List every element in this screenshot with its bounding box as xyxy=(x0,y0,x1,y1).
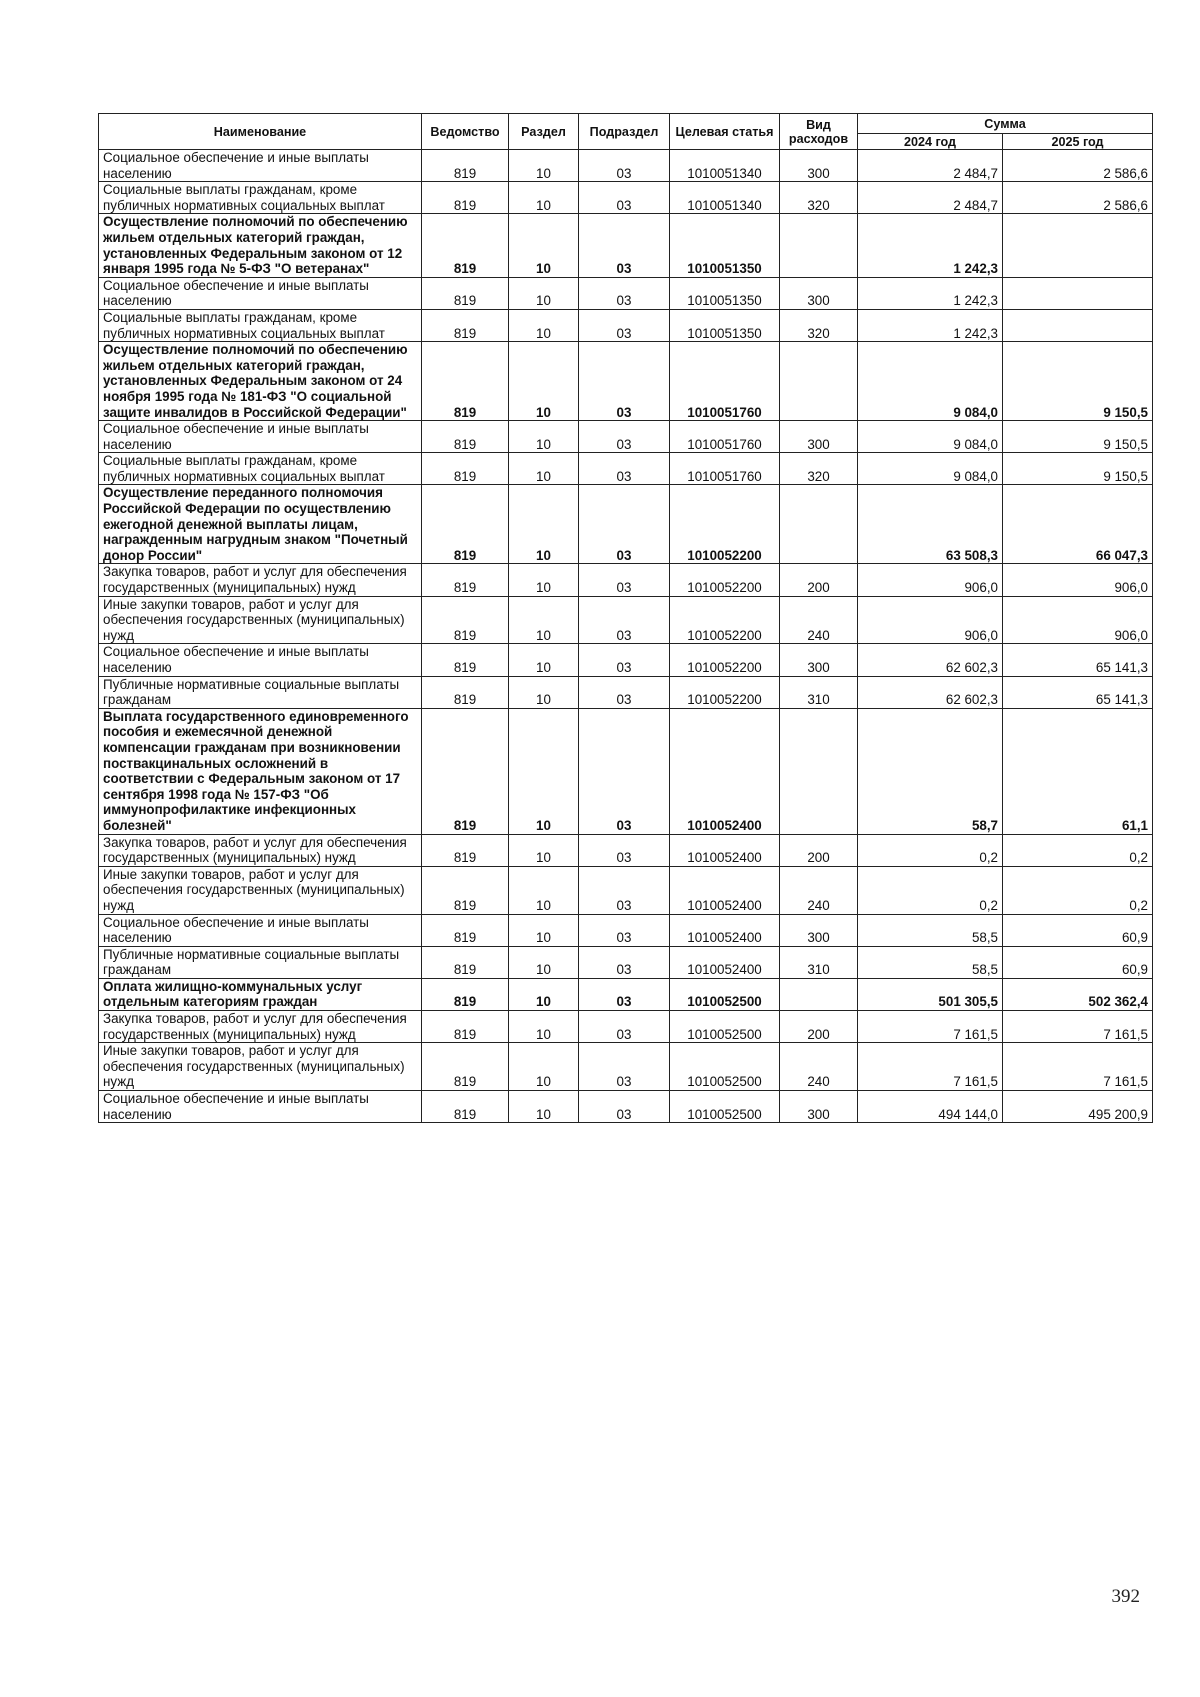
cell-sum-2025: 2 586,6 xyxy=(1003,182,1153,214)
cell-sum-2024: 1 242,3 xyxy=(858,309,1003,341)
cell-vid-rashodov: 320 xyxy=(780,453,858,485)
cell-podrazdel: 03 xyxy=(579,150,670,182)
cell-vedomstvo: 819 xyxy=(422,946,509,978)
cell-name: Осуществление переданного полномочия Российской Федерации по осуществлению ежегодной денежной выплаты лицам, награжденным нагрудным знаком "Почетный донор России" xyxy=(99,485,422,564)
cell-celevaya-statya: 1010052200 xyxy=(670,644,780,676)
cell-podrazdel: 03 xyxy=(579,644,670,676)
cell-vedomstvo: 819 xyxy=(422,834,509,866)
table-row xyxy=(99,946,1153,978)
cell-vedomstvo: 819 xyxy=(422,708,509,834)
table-row xyxy=(99,596,1153,644)
cell-razdel: 10 xyxy=(509,1043,579,1091)
table-row xyxy=(99,676,1153,708)
cell-sum-2024: 9 084,0 xyxy=(858,421,1003,453)
cell-vedomstvo: 819 xyxy=(422,914,509,946)
cell-sum-2024: 1 242,3 xyxy=(858,214,1003,277)
cell-razdel: 10 xyxy=(509,453,579,485)
table-row xyxy=(99,309,1153,341)
cell-name: Публичные нормативные социальные выплаты гражданам xyxy=(99,946,422,978)
cell-vedomstvo: 819 xyxy=(422,421,509,453)
cell-name: Иные закупки товаров, работ и услуг для обеспечения государственных (муниципальных) нужд xyxy=(99,1043,422,1091)
header-year-2024: 2024 год xyxy=(858,134,1003,150)
cell-name: Закупка товаров, работ и услуг для обеспечения государственных (муниципальных) нужд xyxy=(99,564,422,596)
cell-vid-rashodov: 300 xyxy=(780,914,858,946)
cell-sum-2025 xyxy=(1003,277,1153,309)
cell-celevaya-statya: 1010052400 xyxy=(670,834,780,866)
cell-name: Социальное обеспечение и иные выплаты населению xyxy=(99,914,422,946)
cell-sum-2025: 2 586,6 xyxy=(1003,150,1153,182)
cell-podrazdel: 03 xyxy=(579,596,670,644)
cell-sum-2025: 9 150,5 xyxy=(1003,421,1153,453)
cell-sum-2024: 906,0 xyxy=(858,596,1003,644)
cell-razdel: 10 xyxy=(509,485,579,564)
cell-celevaya-statya: 1010052200 xyxy=(670,485,780,564)
cell-vid-rashodov: 300 xyxy=(780,1091,858,1123)
cell-razdel: 10 xyxy=(509,978,579,1010)
cell-podrazdel: 03 xyxy=(579,946,670,978)
table-row xyxy=(99,914,1153,946)
cell-razdel: 10 xyxy=(509,676,579,708)
cell-sum-2025: 0,2 xyxy=(1003,834,1153,866)
cell-sum-2025: 495 200,9 xyxy=(1003,1091,1153,1123)
cell-razdel: 10 xyxy=(509,342,579,421)
cell-sum-2024: 0,2 xyxy=(858,834,1003,866)
cell-sum-2024: 0,2 xyxy=(858,866,1003,914)
header-celevaya-statya: Целевая статья xyxy=(670,114,780,150)
cell-vedomstvo: 819 xyxy=(422,1043,509,1091)
cell-vedomstvo: 819 xyxy=(422,1091,509,1123)
cell-vid-rashodov: 320 xyxy=(780,309,858,341)
cell-razdel: 10 xyxy=(509,309,579,341)
cell-sum-2024: 9 084,0 xyxy=(858,342,1003,421)
cell-razdel: 10 xyxy=(509,914,579,946)
table-body xyxy=(99,150,1153,1123)
cell-sum-2024: 7 161,5 xyxy=(858,1043,1003,1091)
cell-vedomstvo: 819 xyxy=(422,644,509,676)
cell-sum-2025: 7 161,5 xyxy=(1003,1043,1153,1091)
cell-razdel: 10 xyxy=(509,708,579,834)
cell-vedomstvo: 819 xyxy=(422,309,509,341)
header-name: Наименование xyxy=(99,114,422,150)
cell-razdel: 10 xyxy=(509,277,579,309)
cell-podrazdel: 03 xyxy=(579,277,670,309)
cell-vedomstvo: 819 xyxy=(422,978,509,1010)
cell-sum-2024: 1 242,3 xyxy=(858,277,1003,309)
header-vid-rashodov: Вид расходов xyxy=(780,114,858,150)
cell-sum-2024: 906,0 xyxy=(858,564,1003,596)
cell-vid-rashodov xyxy=(780,708,858,834)
cell-vid-rashodov: 240 xyxy=(780,1043,858,1091)
cell-podrazdel: 03 xyxy=(579,564,670,596)
cell-podrazdel: 03 xyxy=(579,866,670,914)
cell-vid-rashodov: 300 xyxy=(780,644,858,676)
cell-vid-rashodov xyxy=(780,342,858,421)
table-row xyxy=(99,1043,1153,1091)
cell-vid-rashodov: 200 xyxy=(780,1011,858,1043)
cell-vedomstvo: 819 xyxy=(422,214,509,277)
cell-sum-2024: 7 161,5 xyxy=(858,1011,1003,1043)
cell-celevaya-statya: 1010052400 xyxy=(670,946,780,978)
cell-sum-2025: 9 150,5 xyxy=(1003,453,1153,485)
cell-vedomstvo: 819 xyxy=(422,564,509,596)
cell-celevaya-statya: 1010052200 xyxy=(670,564,780,596)
cell-razdel: 10 xyxy=(509,564,579,596)
cell-name: Выплата государственного единовременного пособия и ежемесячной денежной компенсации гражданам при возникновении поствакцинальных осложнений в соответствии с Федеральным законом от 17 сентября 1998 года № 157-ФЗ "Об иммунопрофилактике инфекционных болезней" xyxy=(99,708,422,834)
cell-podrazdel: 03 xyxy=(579,708,670,834)
cell-razdel: 10 xyxy=(509,182,579,214)
budget-sheet xyxy=(98,113,1152,1123)
cell-name: Социальное обеспечение и иные выплаты населению xyxy=(99,150,422,182)
budget-table xyxy=(98,113,1153,1123)
cell-name: Социальные выплаты гражданам, кроме публичных нормативных социальных выплат xyxy=(99,182,422,214)
cell-sum-2025: 906,0 xyxy=(1003,596,1153,644)
cell-sum-2024: 58,5 xyxy=(858,914,1003,946)
cell-vid-rashodov: 240 xyxy=(780,866,858,914)
cell-name: Публичные нормативные социальные выплаты гражданам xyxy=(99,676,422,708)
cell-sum-2024: 9 084,0 xyxy=(858,453,1003,485)
cell-name: Социальные выплаты гражданам, кроме публичных нормативных социальных выплат xyxy=(99,309,422,341)
cell-podrazdel: 03 xyxy=(579,342,670,421)
table-row xyxy=(99,866,1153,914)
table-row xyxy=(99,182,1153,214)
cell-sum-2024: 2 484,7 xyxy=(858,150,1003,182)
cell-celevaya-statya: 1010051350 xyxy=(670,214,780,277)
header-podrazdel: Подраздел xyxy=(579,114,670,150)
cell-vedomstvo: 819 xyxy=(422,866,509,914)
cell-celevaya-statya: 1010052500 xyxy=(670,1011,780,1043)
cell-vid-rashodov: 310 xyxy=(780,946,858,978)
cell-celevaya-statya: 1010052400 xyxy=(670,866,780,914)
header-summa: Сумма xyxy=(858,114,1153,134)
header-razdel: Раздел xyxy=(509,114,579,150)
cell-sum-2024: 501 305,5 xyxy=(858,978,1003,1010)
cell-razdel: 10 xyxy=(509,150,579,182)
cell-podrazdel: 03 xyxy=(579,914,670,946)
cell-sum-2024: 62 602,3 xyxy=(858,644,1003,676)
cell-podrazdel: 03 xyxy=(579,676,670,708)
cell-razdel: 10 xyxy=(509,834,579,866)
cell-vedomstvo: 819 xyxy=(422,150,509,182)
table-row xyxy=(99,453,1153,485)
cell-celevaya-statya: 1010051340 xyxy=(670,150,780,182)
cell-celevaya-statya: 1010052500 xyxy=(670,978,780,1010)
cell-celevaya-statya: 1010051760 xyxy=(670,453,780,485)
cell-vedomstvo: 819 xyxy=(422,277,509,309)
cell-vid-rashodov xyxy=(780,978,858,1010)
cell-name: Осуществление полномочий по обеспечению жильем отдельных категорий граждан, установленных Федеральным законом от 12 января 1995 года № 5-ФЗ "О ветеранах" xyxy=(99,214,422,277)
table-row xyxy=(99,214,1153,277)
cell-vedomstvo: 819 xyxy=(422,342,509,421)
cell-podrazdel: 03 xyxy=(579,1043,670,1091)
cell-celevaya-statya: 1010052500 xyxy=(670,1091,780,1123)
cell-celevaya-statya: 1010052400 xyxy=(670,914,780,946)
cell-podrazdel: 03 xyxy=(579,214,670,277)
table-row xyxy=(99,564,1153,596)
cell-name: Закупка товаров, работ и услуг для обеспечения государственных (муниципальных) нужд xyxy=(99,1011,422,1043)
cell-vedomstvo: 819 xyxy=(422,676,509,708)
cell-vedomstvo: 819 xyxy=(422,182,509,214)
cell-name: Социальное обеспечение и иные выплаты населению xyxy=(99,421,422,453)
cell-sum-2024: 2 484,7 xyxy=(858,182,1003,214)
cell-vid-rashodov xyxy=(780,214,858,277)
cell-vedomstvo: 819 xyxy=(422,453,509,485)
cell-name: Иные закупки товаров, работ и услуг для обеспечения государственных (муниципальных) нужд xyxy=(99,866,422,914)
cell-razdel: 10 xyxy=(509,866,579,914)
cell-celevaya-statya: 1010051760 xyxy=(670,342,780,421)
cell-podrazdel: 03 xyxy=(579,421,670,453)
cell-razdel: 10 xyxy=(509,946,579,978)
cell-celevaya-statya: 1010052500 xyxy=(670,1043,780,1091)
cell-podrazdel: 03 xyxy=(579,978,670,1010)
cell-vid-rashodov: 300 xyxy=(780,150,858,182)
cell-vid-rashodov: 310 xyxy=(780,676,858,708)
cell-name: Социальные выплаты гражданам, кроме публичных нормативных социальных выплат xyxy=(99,453,422,485)
cell-podrazdel: 03 xyxy=(579,1011,670,1043)
cell-celevaya-statya: 1010052200 xyxy=(670,676,780,708)
cell-podrazdel: 03 xyxy=(579,309,670,341)
cell-podrazdel: 03 xyxy=(579,834,670,866)
cell-sum-2025: 0,2 xyxy=(1003,866,1153,914)
table-row xyxy=(99,1011,1153,1043)
table-row xyxy=(99,1091,1153,1123)
cell-sum-2025: 60,9 xyxy=(1003,946,1153,978)
cell-podrazdel: 03 xyxy=(579,182,670,214)
cell-razdel: 10 xyxy=(509,644,579,676)
cell-sum-2024: 58,7 xyxy=(858,708,1003,834)
cell-sum-2025: 61,1 xyxy=(1003,708,1153,834)
table-row xyxy=(99,644,1153,676)
cell-sum-2025: 9 150,5 xyxy=(1003,342,1153,421)
table-row xyxy=(99,485,1153,564)
cell-name: Оплата жилищно-коммунальных услуг отдельным категориям граждан xyxy=(99,978,422,1010)
cell-name: Социальное обеспечение и иные выплаты населению xyxy=(99,277,422,309)
cell-razdel: 10 xyxy=(509,596,579,644)
cell-sum-2024: 494 144,0 xyxy=(858,1091,1003,1123)
cell-sum-2025: 66 047,3 xyxy=(1003,485,1153,564)
table-row xyxy=(99,834,1153,866)
cell-celevaya-statya: 1010051340 xyxy=(670,182,780,214)
cell-name: Социальное обеспечение и иные выплаты населению xyxy=(99,1091,422,1123)
cell-podrazdel: 03 xyxy=(579,453,670,485)
cell-sum-2025: 65 141,3 xyxy=(1003,644,1153,676)
cell-celevaya-statya: 1010051760 xyxy=(670,421,780,453)
cell-razdel: 10 xyxy=(509,214,579,277)
cell-sum-2025: 65 141,3 xyxy=(1003,676,1153,708)
cell-vid-rashodov: 320 xyxy=(780,182,858,214)
cell-name: Иные закупки товаров, работ и услуг для обеспечения государственных (муниципальных) нужд xyxy=(99,596,422,644)
cell-name: Осуществление полномочий по обеспечению жильем отдельных категорий граждан, установленных Федеральным законом от 24 ноября 1995 года № 181-ФЗ "О социальной защите инвалидов в Российской Федерации" xyxy=(99,342,422,421)
header-vedomstvo: Ведомство xyxy=(422,114,509,150)
cell-sum-2025 xyxy=(1003,214,1153,277)
header-year-2025: 2025 год xyxy=(1003,134,1153,150)
cell-vid-rashodov: 240 xyxy=(780,596,858,644)
cell-sum-2025: 906,0 xyxy=(1003,564,1153,596)
cell-vid-rashodov: 200 xyxy=(780,564,858,596)
cell-sum-2025 xyxy=(1003,309,1153,341)
cell-sum-2024: 63 508,3 xyxy=(858,485,1003,564)
page-number: 392 xyxy=(1111,1586,1140,1607)
cell-vedomstvo: 819 xyxy=(422,596,509,644)
table-row xyxy=(99,277,1153,309)
cell-celevaya-statya: 1010052200 xyxy=(670,596,780,644)
cell-sum-2024: 58,5 xyxy=(858,946,1003,978)
cell-razdel: 10 xyxy=(509,421,579,453)
cell-podrazdel: 03 xyxy=(579,485,670,564)
table-row xyxy=(99,708,1153,834)
cell-vedomstvo: 819 xyxy=(422,485,509,564)
cell-vid-rashodov xyxy=(780,485,858,564)
table-row xyxy=(99,342,1153,421)
cell-sum-2025: 502 362,4 xyxy=(1003,978,1153,1010)
cell-sum-2024: 62 602,3 xyxy=(858,676,1003,708)
cell-name: Социальное обеспечение и иные выплаты населению xyxy=(99,644,422,676)
cell-vid-rashodov: 300 xyxy=(780,277,858,309)
cell-vid-rashodov: 300 xyxy=(780,421,858,453)
cell-celevaya-statya: 1010052400 xyxy=(670,708,780,834)
cell-sum-2025: 60,9 xyxy=(1003,914,1153,946)
cell-celevaya-statya: 1010051350 xyxy=(670,309,780,341)
table-row xyxy=(99,421,1153,453)
cell-vedomstvo: 819 xyxy=(422,1011,509,1043)
cell-vid-rashodov: 200 xyxy=(780,834,858,866)
cell-razdel: 10 xyxy=(509,1011,579,1043)
cell-razdel: 10 xyxy=(509,1091,579,1123)
cell-name: Закупка товаров, работ и услуг для обеспечения государственных (муниципальных) нужд xyxy=(99,834,422,866)
cell-sum-2025: 7 161,5 xyxy=(1003,1011,1153,1043)
cell-celevaya-statya: 1010051350 xyxy=(670,277,780,309)
table-row xyxy=(99,978,1153,1010)
cell-podrazdel: 03 xyxy=(579,1091,670,1123)
table-row xyxy=(99,150,1153,182)
